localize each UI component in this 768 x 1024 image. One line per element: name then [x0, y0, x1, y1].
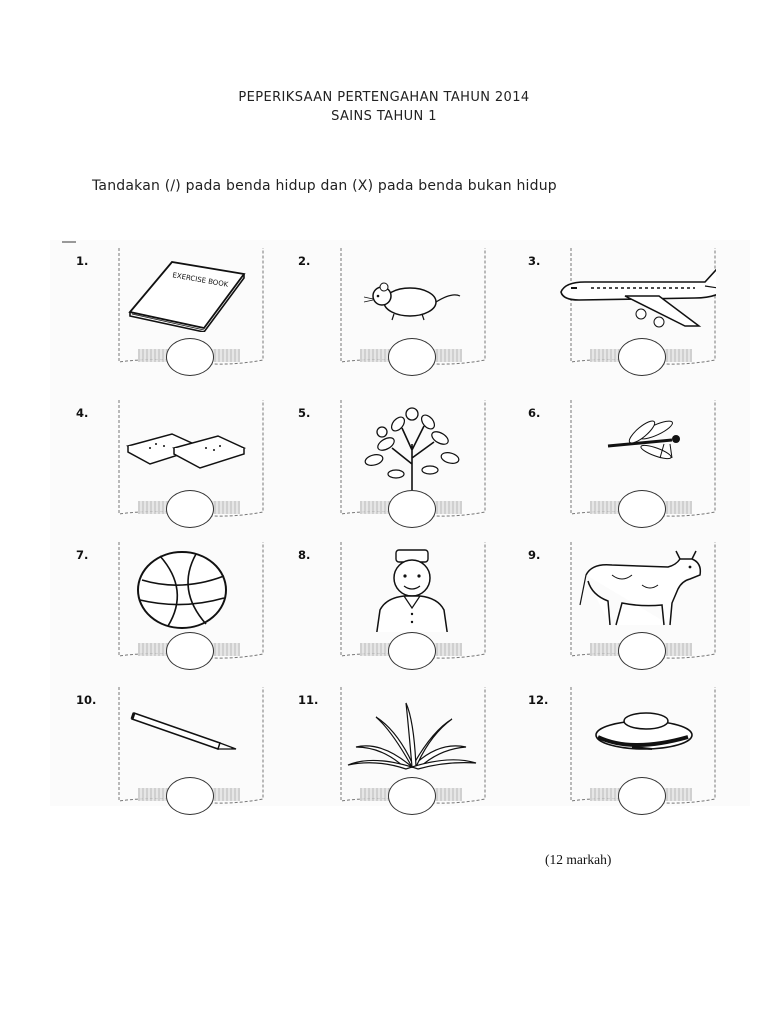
- question-number: 8.: [298, 548, 311, 562]
- instruction-text: Tandakan (/) pada benda hidup dan (X) pada benda bukan hidup: [92, 178, 557, 194]
- pencil-icon: [120, 691, 262, 771]
- question-item-2: [276, 246, 504, 386]
- mouse-icon: [342, 252, 484, 332]
- answer-circle[interactable]: [618, 490, 666, 528]
- airplane-icon: [536, 252, 716, 332]
- picture-card: [338, 398, 488, 526]
- total-marks: (12 markah): [545, 852, 612, 867]
- question-item-4: [54, 398, 282, 538]
- cow-icon: [572, 540, 714, 630]
- question-item-5: [276, 398, 504, 538]
- dragonfly-icon: [572, 404, 714, 484]
- boy-icon: [342, 540, 484, 632]
- answer-circle[interactable]: [166, 632, 214, 670]
- question-number: 12.: [528, 693, 549, 707]
- picture-card: [338, 685, 488, 813]
- question-item-8: [276, 540, 504, 680]
- ball-icon: [120, 550, 262, 630]
- page-header: [0, 88, 768, 126]
- question-number: 7.: [76, 548, 89, 562]
- answer-circle[interactable]: [166, 338, 214, 376]
- grass-icon: [342, 691, 484, 771]
- question-number: 9.: [528, 548, 541, 562]
- question-item-1: [54, 246, 282, 386]
- picture-card: [568, 685, 718, 813]
- question-item-3: [506, 246, 734, 386]
- question-number: 1.: [76, 254, 89, 268]
- picture-card: [116, 685, 266, 813]
- scan-mark: [62, 241, 76, 243]
- answer-circle[interactable]: [618, 338, 666, 376]
- picture-card: [568, 398, 718, 526]
- answer-circle[interactable]: [166, 777, 214, 815]
- question-number: 4.: [76, 406, 89, 420]
- picture-card: [116, 540, 266, 668]
- answer-circle[interactable]: [388, 490, 436, 528]
- question-number: 3.: [528, 254, 541, 268]
- question-item-11: [276, 685, 504, 825]
- question-item-6: [506, 398, 734, 538]
- ufo-toy-icon: [572, 691, 714, 771]
- picture-card: [338, 540, 488, 668]
- question-item-10: [54, 685, 282, 825]
- biscuits-icon: [120, 404, 262, 484]
- question-number: 2.: [298, 254, 311, 268]
- exam-title: PEPERIKSAAN PERTENGAHAN TAHUN 2014: [238, 90, 530, 105]
- answer-circle[interactable]: [388, 632, 436, 670]
- question-number: 6.: [528, 406, 541, 420]
- picture-card: [568, 540, 718, 668]
- answer-circle[interactable]: [388, 777, 436, 815]
- question-item-9: [506, 540, 734, 680]
- question-number: 10.: [76, 693, 97, 707]
- question-number: 11.: [298, 693, 319, 707]
- exercise-book-icon: [120, 252, 262, 332]
- picture-card: [338, 246, 488, 374]
- picture-card: [116, 398, 266, 526]
- question-item-12: [506, 685, 734, 825]
- hibiscus-plant-icon: [342, 398, 484, 490]
- picture-card: [568, 246, 718, 374]
- exam-subtitle: SAINS TAHUN 1: [331, 109, 437, 124]
- question-item-7: [54, 540, 282, 680]
- answer-circle[interactable]: [618, 632, 666, 670]
- answer-circle[interactable]: [166, 490, 214, 528]
- answer-circle[interactable]: [388, 338, 436, 376]
- question-number: 5.: [298, 406, 311, 420]
- answer-circle[interactable]: [618, 777, 666, 815]
- book-label: EXERCISE BOOK: [171, 271, 229, 289]
- picture-card: [116, 246, 266, 374]
